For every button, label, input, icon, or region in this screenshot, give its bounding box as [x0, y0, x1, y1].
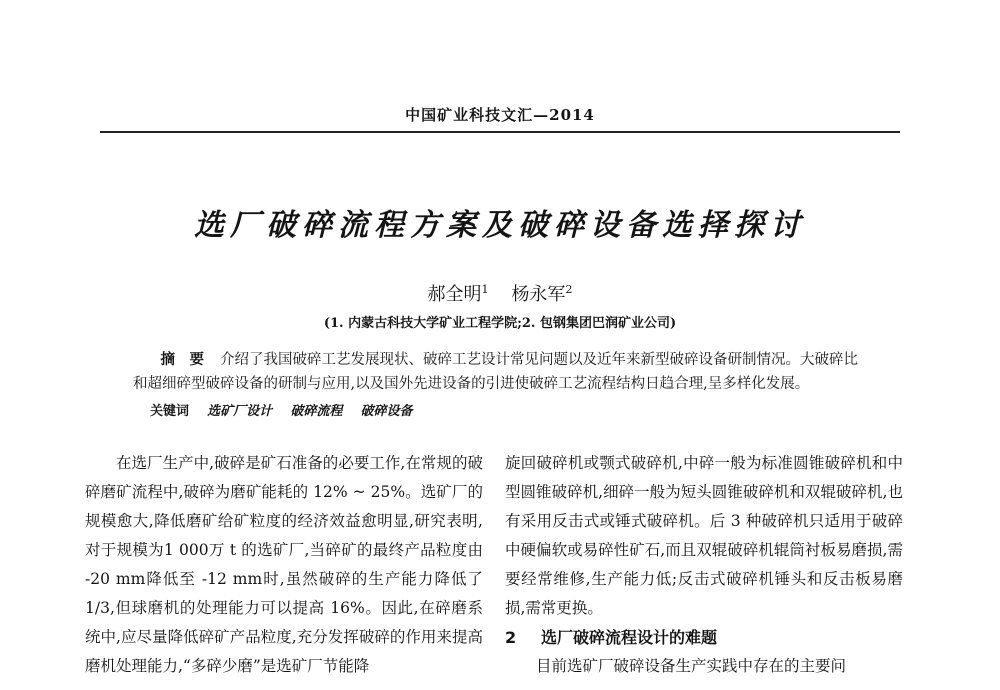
section-title: 选厂破碎流程设计的难题 [541, 628, 718, 647]
affiliations: (1. 内蒙古科技大学矿业工程学院;2. 包钢集团巴润矿业公司) [323, 316, 677, 331]
body-paragraph: 目前选矿厂破碎设备生产实践中存在的主要问 [536, 657, 847, 675]
authors [0, 280, 1000, 306]
section-heading [505, 623, 903, 652]
keywords [150, 400, 426, 419]
author-affiliation-mark: 1 [481, 283, 489, 296]
header-rule [100, 131, 900, 133]
keywords-label: 关键词 [150, 404, 190, 419]
keyword: 选矿厂设计 [207, 404, 273, 419]
keyword: 破碎流程 [290, 404, 343, 419]
body-paragraph: 旋回破碎机或颚式破碎机,中碎一般为标准圆锥破碎机和中型圆锥破碎机,细碎一般为短头圆锥破碎机和双辊破碎机,也有采用反击式或锤式破碎机。后 3 种破碎机只适用于破碎中硬偏软或易碎性矿石,而且双辊破碎机辊筒衬板易磨损,需要经常维修,生产能力低;反击式破碎机锤头和反击板易磨损,需常更换。 [505, 454, 903, 617]
body-paragraph: 在选厂生产中,破碎是矿石准备的必要工作,在常规的破碎磨矿流程中,破碎为磨矿能耗的 12% ~ 25%。选矿厂的规模愈大,降低磨矿给矿粒度的经济效益愈明显,研究表明,对于规模为1 000万 t 的选矿厂,当碎矿的最终产品粒度由 -20 mm降低至 -12 mm时,虽然破碎的生产能力降低了 1/3,但球磨机的处理能力可以提高 16%。因此,在碎磨系统中,应尽量降低碎矿产品粒度,充分发挥破碎的作用来提高磨机处理能力,“多碎少磨”是选矿厂节能降 [85, 454, 483, 675]
abstract [133, 348, 871, 396]
body-left-column [85, 449, 483, 681]
author-affiliation-mark: 2 [565, 283, 573, 296]
keyword: 破碎设备 [360, 404, 413, 419]
author-name: 郝全明 [427, 284, 482, 305]
abstract-label: 摘 要 [160, 351, 205, 368]
body-right-column [505, 449, 903, 681]
paper-title: 选厂破碎流程方案及破碎设备选择探讨 [194, 208, 806, 243]
abstract-text: 介绍了我国破碎工艺发展现状、破碎工艺设计常见问题以及近年来新型破碎设备研制情况。大破碎比和超细碎型破碎设备的研制与应用,以及国外先进设备的引进使破碎工艺流程结构日趋合理,呈多样化发展。 [133, 352, 859, 392]
author-name: 杨永军 [511, 284, 566, 305]
running-head: 中国矿业科技文汇—2014 [405, 106, 595, 124]
section-number: 2 [505, 628, 517, 647]
